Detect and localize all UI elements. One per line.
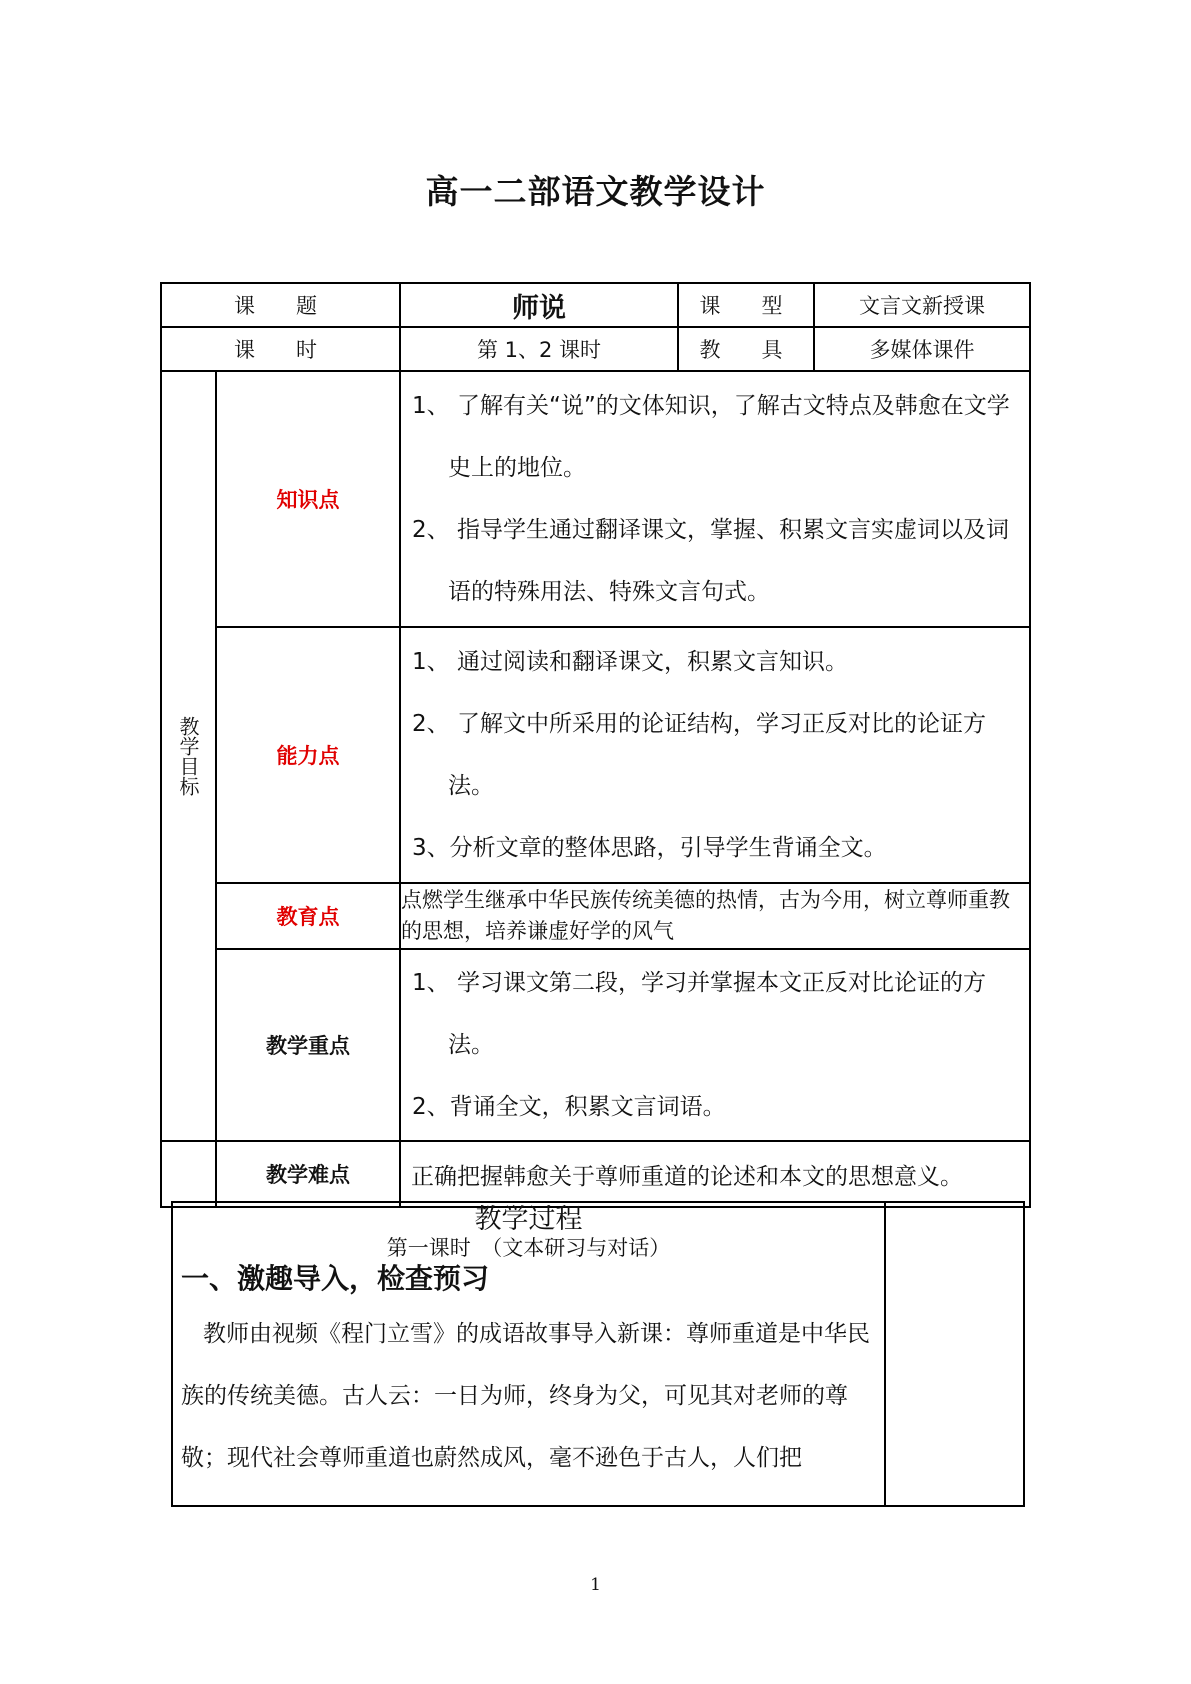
table-row xyxy=(161,1141,1030,1207)
table-row xyxy=(161,627,1030,883)
process-section-heading: 一、激趣导入，检查预习 xyxy=(181,1262,490,1295)
table-row xyxy=(161,283,1030,327)
difficulty-label: 教学难点 xyxy=(216,1141,400,1207)
list-item: 1、 了解有关“说”的文体知识，了解古文特点及韩愈在文学史上的地位。 xyxy=(412,393,1010,481)
tool-label: 教 具 xyxy=(678,327,814,371)
topic-value: 师说 xyxy=(400,283,678,327)
table-row xyxy=(161,883,1030,949)
topic-label: 课 题 xyxy=(161,283,400,327)
objectives-group-cell xyxy=(161,371,216,1141)
type-label: 课 型 xyxy=(678,283,814,327)
key-points-items xyxy=(400,949,1030,1141)
table-row xyxy=(161,949,1030,1141)
knowledge-items xyxy=(400,371,1030,627)
process-subtitle: 第一课时 （文本研习与对话） xyxy=(386,1236,671,1260)
list-item: 1、 通过阅读和翻译课文，积累文言知识。 xyxy=(412,649,848,675)
process-title: 教学过程 xyxy=(474,1204,583,1235)
objectives-group-label: 教学目标 xyxy=(176,716,200,796)
page-title: 高一二部语文教学设计 xyxy=(425,172,766,211)
key-points-label: 教学重点 xyxy=(216,949,400,1141)
list-item: 1、 学习课文第二段，学习并掌握本文正反对比论证的方法。 xyxy=(412,970,986,1058)
period-value: 第 1、2 课时 xyxy=(400,327,678,371)
difficulty-text: 正确把握韩愈关于尊师重道的论述和本文的思想意义。 xyxy=(400,1141,1030,1207)
list-item: 2、背诵全文，积累文言词语。 xyxy=(412,1094,726,1120)
empty-cell xyxy=(161,1141,216,1207)
list-item: 3、分析文章的整体思路，引导学生背诵全文。 xyxy=(412,835,887,861)
table-row xyxy=(161,327,1030,371)
education-label: 教育点 xyxy=(216,883,400,949)
period-label: 课 时 xyxy=(161,327,400,371)
lesson-plan-table xyxy=(160,282,1031,1208)
teaching-process-box xyxy=(171,1201,1025,1507)
ability-items xyxy=(400,627,1030,883)
page-number: 1 xyxy=(590,1575,601,1595)
education-text: 点燃学生继承中华民族传统美德的热情，古为今用，树立尊师重教的思想，培养谦虚好学的风气 xyxy=(400,883,1030,949)
knowledge-label: 知识点 xyxy=(216,371,400,627)
process-divider xyxy=(884,1203,886,1505)
list-item: 2、 指导学生通过翻译课文，掌握、积累文言实虚词以及词语的特殊用法、特殊文言句式。 xyxy=(412,517,1009,605)
ability-label: 能力点 xyxy=(216,627,400,883)
tool-value: 多媒体课件 xyxy=(814,327,1030,371)
table-row xyxy=(161,371,1030,627)
list-item: 2、 了解文中所采用的论证结构，学习正反对比的论证方法。 xyxy=(412,711,986,799)
type-value: 文言文新授课 xyxy=(814,283,1030,327)
process-paragraph: 教师由视频《程门立雪》的成语故事导入新课：尊师重道是中华民族的传统美德。古人云：一日为师，终身为父，可见其对老师的尊敬；现代社会尊师重道也蔚然成风，毫不逊色于古人，人们把 xyxy=(181,1321,870,1471)
